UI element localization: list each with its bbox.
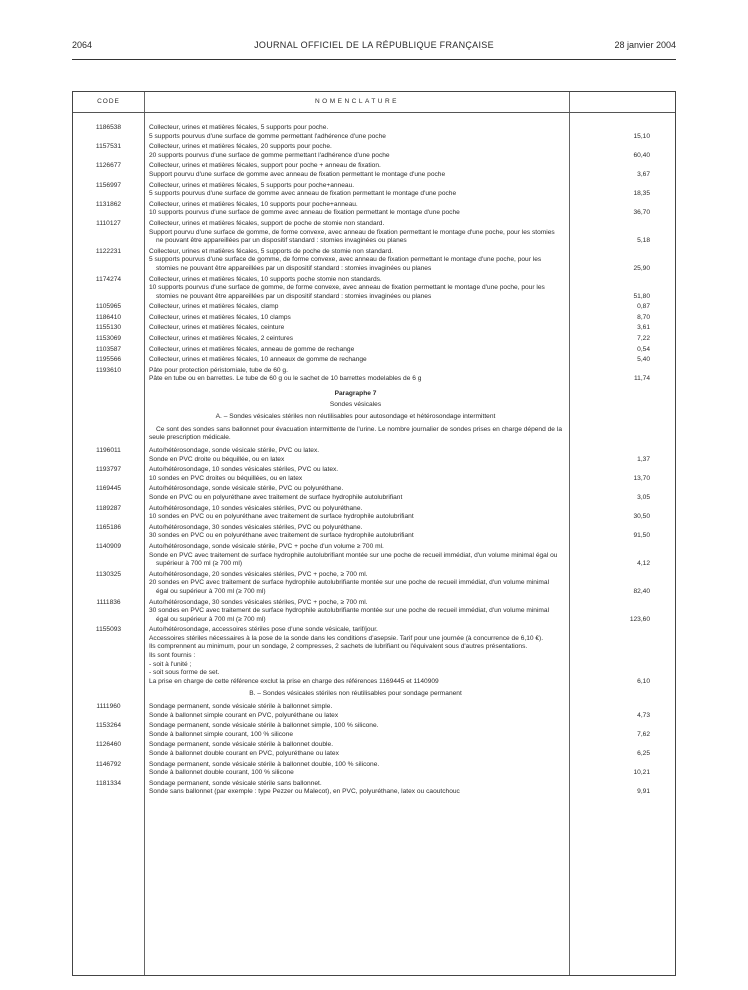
item-description (149, 543, 562, 569)
item-detail: - soit à l'unité ; (149, 660, 192, 668)
item-price: 0,54 (637, 345, 650, 353)
item-detail: Sonde à ballonnet simple courant, 100 % silicone (149, 730, 294, 738)
item-title: Collecteur, urines et matières fécales, 5 supports pour poche+anneau. (149, 181, 355, 189)
item-detail: - soit sous forme de set. (149, 669, 220, 677)
paragraph-subtitle: Sondes vésicales (329, 400, 382, 408)
item-title: Collecteur, urines et matières fécales, support pour poche + anneau de fixation. (149, 162, 381, 170)
item-detail: Ils comprennent au minimum, pour un sondage, 2 compresses, 2 sachets de lubrifiant ou l'équivalent sous d'autres présentations. (149, 643, 528, 651)
item-title: Collecteur, urines et matières fécales, 10 supports poche stomie non standards. (149, 275, 382, 283)
item-description (149, 324, 562, 333)
item-title: Collecteur, urines et matières fécales, ceinture (149, 324, 285, 332)
header-rule (72, 59, 676, 60)
item-code: 1181334 (95, 779, 122, 787)
item-price: 1,37 (637, 455, 650, 463)
table-row (73, 626, 675, 686)
item-code: 1140909 (95, 542, 122, 550)
item-title: Auto/hétérosondage, accessoires stériles pose d'une sonde vésicale, tarif/jour. (149, 626, 378, 634)
item-detail: Ils sont fournis : (149, 652, 196, 660)
item-price: 0,87 (637, 303, 650, 311)
item-description (149, 303, 562, 312)
section-b-heading: B. – Sondes vésicales stériles non réutilisables pour sondage permanent (249, 690, 462, 698)
table-row (73, 162, 675, 179)
item-detail: 30 sondes en PVC ou en polyuréthane avec traitement de surface hydrophile autolubrifiant (149, 532, 414, 540)
item-description (149, 143, 562, 160)
table-row (73, 543, 675, 569)
table-row (73, 485, 675, 502)
item-code: 1126460 (95, 741, 122, 749)
item-detail: Accessoires stériles nécessaires à la pose de la sonde dans les conditions d'asepsie. Tarif pour une journée (à concurrence de 6,10 €). (149, 634, 544, 642)
item-description (149, 276, 562, 302)
item-title: Collecteur, urines et matières fécales, 10 supports pour poche+anneau. (149, 200, 358, 208)
journal-title: JOURNAL OFFICIEL DE LA RÉPUBLIQUE FRANÇAISE (254, 40, 494, 50)
item-code: 1155130 (95, 324, 122, 332)
item-code: 1174274 (95, 275, 122, 283)
table-header (73, 92, 675, 113)
item-price: 4,12 (637, 560, 650, 568)
table-body (73, 124, 675, 799)
item-description (149, 248, 562, 274)
item-description (149, 447, 562, 464)
table-row (73, 201, 675, 218)
item-description (149, 346, 562, 355)
item-price: 7,22 (637, 335, 650, 343)
item-description (149, 220, 562, 246)
item-title: Collecteur, urines et matières fécales, clamp (149, 303, 279, 311)
page-number: 2064 (72, 40, 93, 50)
item-title: Auto/hétérosondage, 10 sondes vésicales stériles, PVC ou latex. (149, 466, 339, 474)
table-row (73, 248, 675, 274)
item-title: Collecteur, urines et matières fécales, anneau de gomme de rechange (149, 345, 355, 353)
item-code: 1165186 (95, 523, 122, 531)
item-title: Collecteur, urines et matières fécales, 20 supports pour poche. (149, 143, 332, 151)
item-description (149, 314, 562, 323)
table-row (73, 524, 675, 541)
item-code: 1186410 (95, 313, 122, 321)
table-row (73, 703, 675, 720)
item-detail: Sonde à ballonnet double courant en PVC, polyuréthane ou latex (149, 750, 339, 757)
table-row (73, 182, 675, 199)
page-header (72, 40, 676, 54)
item-price: 8,70 (637, 313, 650, 321)
item-detail: 10 sondes en PVC ou en polyuréthane avec traitement de surface hydrophile autolubrifiant (149, 513, 414, 521)
item-detail: 20 sondes en PVC avec traitement de surface hydrophile autolubrifiante montée sur une poche de recueil immédiat, d'un volume minimal égal ou supérieur à 700 ml (≥ 700 ml) (149, 579, 550, 595)
item-price: 91,50 (633, 532, 650, 540)
item-description (149, 524, 562, 541)
item-title: Auto/hétérosondage, sonde vésicale stérile, PVC + poche d'un volume ≥ 700 ml. (149, 542, 384, 550)
item-detail: Support pourvu d'une surface de gomme, de forme convexe, avec anneau de fixation permettant le montage d'une poche, pour les stomies ne pouvant être appareillées par un dispositif standard : stomies invaginées ou planes (149, 228, 555, 245)
item-code: 1146792 (95, 760, 122, 768)
item-price: 25,90 (633, 264, 650, 272)
item-price: 36,70 (633, 209, 650, 217)
item-description (149, 780, 562, 797)
item-code: 1126677 (95, 162, 122, 170)
table-row (73, 505, 675, 522)
item-code: 1189287 (95, 504, 122, 512)
table-row (73, 143, 675, 160)
item-code: 1111836 (96, 598, 121, 606)
row-gap (73, 797, 675, 799)
item-description (149, 182, 562, 199)
item-description (149, 485, 562, 502)
item-detail: Sonde en PVC droite ou béquillée, ou en latex (149, 455, 285, 463)
item-description (149, 741, 562, 758)
publication-date: 28 janvier 2004 (614, 40, 676, 50)
table-row (73, 722, 675, 739)
item-code: 1153264 (95, 722, 122, 730)
item-price: 123,60 (629, 615, 650, 623)
table-row (73, 466, 675, 483)
item-price: 3,05 (637, 493, 650, 501)
item-code: 1153069 (95, 335, 122, 343)
column-code-header: CODE (97, 98, 120, 105)
item-description (149, 466, 562, 483)
item-price: 18,35 (633, 190, 650, 198)
paragraph-title: Paragraphe 7 (334, 390, 377, 398)
item-price: 13,70 (633, 474, 650, 482)
item-title: Collecteur, urines et matières fécales, 5 supports pour poche. (149, 124, 329, 131)
item-title: Sondage permanent, sonde vésicale stérile à ballonnet double. (149, 741, 334, 749)
item-price: 7,62 (637, 730, 650, 738)
item-title: Sondage permanent, sonde vésicale stérile à ballonnet simple, 100 % silicone. (149, 722, 379, 730)
item-detail: 10 supports pourvus d'une surface de gomme, de forme convexe, avec anneau de fixation permettant le montage d'une poche, pour les stomies ne pouvant être appareillées par un dispositif standard : stomies invaginées ou planes (149, 284, 545, 300)
item-title: Auto/hétérosondage, 20 sondes vésicales stériles, PVC + poche, ≥ 700 ml. (149, 570, 368, 578)
item-code: 1195566 (95, 356, 122, 364)
table-row (73, 571, 675, 597)
table-row (73, 335, 675, 344)
item-detail: Sonde en PVC ou en polyuréthane avec traitement de surface hydrophile autolubrifiant (149, 493, 403, 501)
item-title: Sondage permanent, sonde vésicale stérile à ballonnet double, 100 % silicone. (149, 760, 380, 768)
item-price: 30,50 (633, 513, 650, 521)
table-row (73, 356, 675, 365)
item-title: Pâte pour protection péristomiale, tube de 60 g. (149, 366, 288, 374)
item-price: 60,40 (633, 151, 650, 159)
item-detail: 5 supports pourvus d'une surface de gomme avec anneau de fixation permettant le montage d'une poche (149, 190, 457, 198)
table-row (73, 780, 675, 797)
item-detail: 10 sondes en PVC droites ou béquillées, ou en latex (149, 474, 303, 482)
item-detail: 20 supports pourvus d'une surface de gomme permettant l'adhérence d'une poche (149, 151, 390, 159)
table-row (73, 124, 675, 141)
column-nomenclature-header: NOMENCLATURE (314, 98, 400, 105)
table-row (73, 324, 675, 333)
item-title: Collecteur, urines et matières fécales, 10 anneaux de gomme de rechange (149, 356, 367, 364)
item-code: 1130325 (95, 570, 122, 578)
item-code: 1186538 (95, 124, 122, 131)
table-row (73, 447, 675, 464)
item-code: 1157531 (95, 143, 122, 151)
item-detail: Sonde à ballonnet simple courant en PVC, polyuréthane ou latex (149, 711, 339, 719)
nomenclature-table (72, 91, 676, 976)
table-row (73, 741, 675, 758)
item-detail: Pâte en tube ou en barrettes. Le tube de 60 g ou le sachet de 10 barrettes modelables de 6 g (149, 375, 422, 383)
item-description (149, 201, 562, 218)
item-price: 15,10 (633, 132, 650, 140)
item-code: 1122231 (95, 247, 122, 255)
item-price: 3,67 (637, 170, 650, 178)
item-description (149, 703, 562, 720)
table-row (73, 220, 675, 246)
item-detail: La prise en charge de cette référence exclut la prise en charge des références 1169445 et 1140909 (149, 677, 439, 685)
item-description (149, 356, 562, 365)
item-price: 3,61 (637, 324, 650, 332)
item-detail: 10 supports pourvus d'une surface de gomme avec anneau de fixation permettant le montage d'une poche (149, 209, 460, 217)
item-price: 6,25 (637, 750, 650, 757)
table-row (73, 276, 675, 302)
item-code: 1110127 (96, 219, 121, 227)
item-description (149, 571, 562, 597)
item-code: 1193797 (95, 466, 122, 474)
item-description (149, 505, 562, 522)
item-detail: Support pourvu d'une surface de gomme avec anneau de fixation permettant le montage d'une poche (149, 170, 446, 178)
item-description (149, 367, 562, 384)
item-title: Collecteur, urines et matières fécales, 2 ceintures (149, 335, 294, 343)
item-code: 1196011 (96, 447, 121, 454)
item-description (149, 162, 562, 179)
item-title: Sondage permanent, sonde vésicale stérile sans ballonnet. (149, 779, 322, 787)
item-code: 1156997 (95, 181, 122, 189)
item-detail: 5 supports pourvus d'une surface de gomme permettant l'adhérence d'une poche (149, 132, 386, 140)
item-price: 11,74 (633, 375, 650, 383)
item-title: Sondage permanent, sonde vésicale stérile à ballonnet simple. (149, 703, 333, 711)
table-row (73, 303, 675, 312)
section-a-intro: Ce sont des sondes sans ballonnet pour évacuation intermittente de l'urine. Le nombre journalier de sondes prises en charge dépend de la seule prescription médicale. (149, 425, 562, 442)
item-title: Auto/hétérosondage, 10 sondes vésicales stériles, PVC ou polyuréthane. (149, 504, 363, 512)
item-detail: Sonde à ballonnet double courant, 100 % silicone (149, 769, 294, 777)
item-description (149, 124, 562, 141)
item-price: 82,40 (633, 587, 650, 595)
item-description (149, 626, 562, 686)
item-code: 1131862 (95, 200, 122, 208)
item-title: Auto/hétérosondage, sonde vésicale stérile, PVC ou latex. (149, 447, 320, 454)
item-description (149, 722, 562, 739)
item-code: 1103587 (95, 345, 122, 353)
item-title: Auto/hétérosondage, 30 sondes vésicales stériles, PVC + poche, ≥ 700 ml. (149, 598, 368, 606)
item-detail: Sonde sans ballonnet (par exemple : type Pezzer ou Malecot), en PVC, polyuréthane, latex ou caoutchouc (149, 788, 460, 796)
item-title: Collecteur, urines et matières fécales, 5 supports de poche de stomie non standard. (149, 247, 394, 255)
item-code: 1169445 (95, 485, 122, 493)
item-code: 1193610 (95, 366, 122, 374)
item-title: Collecteur, urines et matières fécales, support de poche de stomie non standard. (149, 219, 385, 227)
item-detail: Sonde en PVC avec traitement de surface hydrophile autolubrifiant montée sur une poche de recueil immédiat, d'un volume minimal égal ou supérieur à 700 ml (≥ 700 ml) (149, 551, 558, 568)
item-price: 5,40 (637, 356, 650, 364)
section-a-heading: A. – Sondes vésicales stériles non réutilisables pour autosondage et hétérosondage intermittent (215, 413, 496, 421)
item-title: Auto/hétérosondage, 30 sondes vésicales stériles, PVC ou polyuréthane. (149, 523, 363, 531)
item-code: 1155093 (95, 626, 122, 634)
item-description (149, 599, 562, 625)
table-row (73, 761, 675, 778)
item-price: 5,18 (637, 237, 650, 245)
item-title: Auto/hétérosondage, sonde vésicale stérile, PVC ou polyuréthane. (149, 485, 344, 493)
item-code: 1105965 (95, 303, 122, 311)
item-price: 6,10 (637, 677, 650, 685)
item-price: 9,91 (637, 788, 650, 796)
table-row (73, 367, 675, 384)
item-detail: 30 sondes en PVC avec traitement de surface hydrophile autolubrifiante montée sur une poche de recueil immédiat, d'un volume minimal égal ou supérieur à 700 ml (≥ 700 ml) (149, 607, 550, 623)
item-price: 10,21 (633, 769, 650, 777)
item-description (149, 335, 562, 344)
item-code: 1111960 (96, 703, 121, 711)
item-detail: 5 supports pourvus d'une surface de gomme, de forme convexe, avec anneau de fixation permettant le montage d'une poche, pour les stomies ne pouvant être appareillées par un dispositif standard : stomies invaginées ou planes (149, 256, 542, 272)
table-row (73, 346, 675, 355)
item-description (149, 761, 562, 778)
item-title: Collecteur, urines et matières fécales, 10 clamps (149, 313, 291, 321)
item-price: 51,80 (633, 292, 650, 300)
item-price: 4,73 (637, 711, 650, 719)
table-row (73, 599, 675, 625)
table-row (73, 314, 675, 323)
